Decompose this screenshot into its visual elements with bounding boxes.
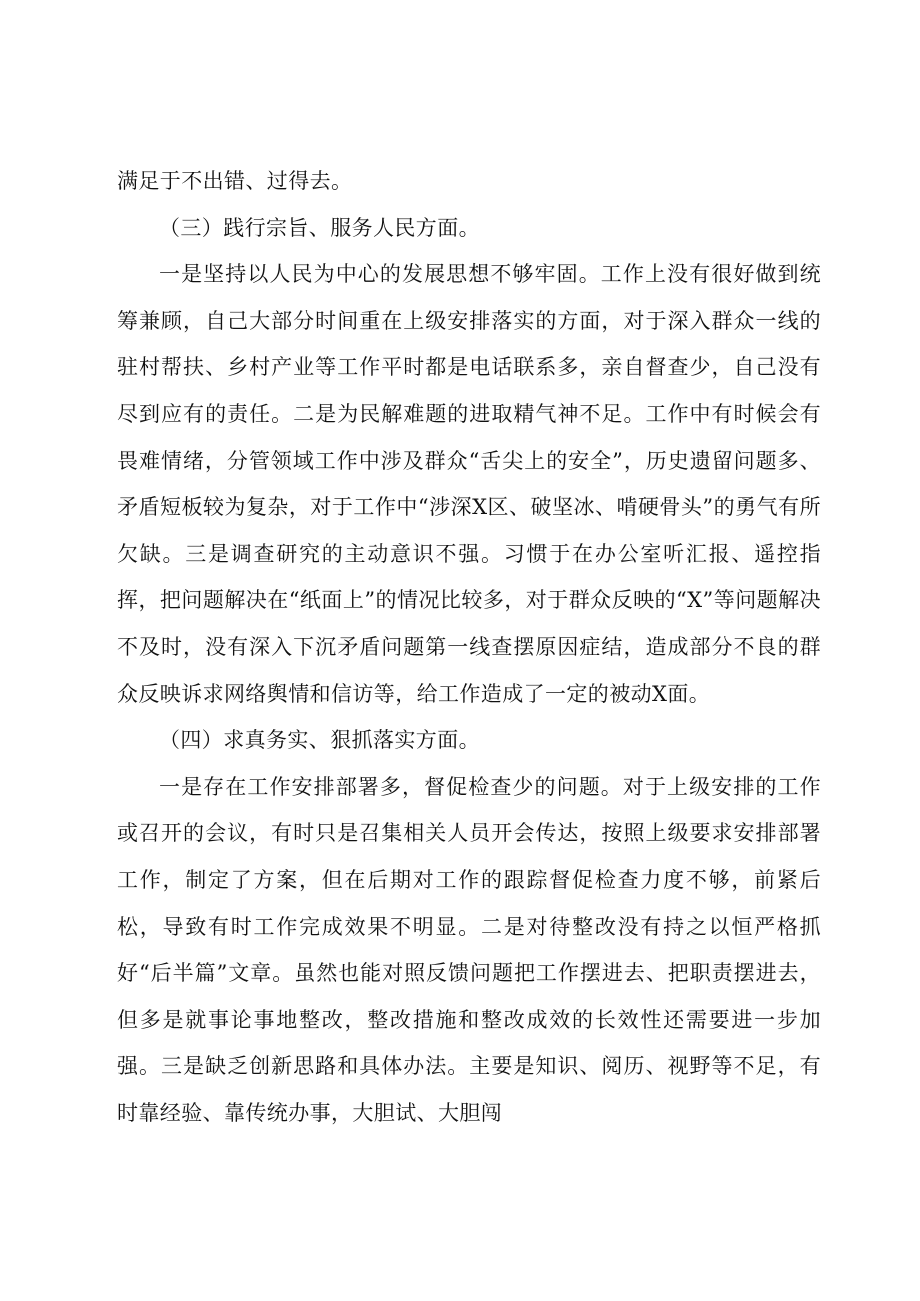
paragraph-continuation: 满足于不出错、过得去。 [117, 169, 353, 193]
section-heading-4: （四）求真务实、狠抓落实方面。 [159, 728, 480, 753]
paragraph-section-3-body: 一是坚持以人民为中心的发展思想不够牢固。工作上没有很好做到统筹兼顾，自己大部分时间重在上级安排落实的方面，对于深入群众一线的驻村帮扶、乡村产业等工作平时都是电话联系多，亲自督查少，自己没有尽到应有的责任。二是为民解难题的进取精气神不足。工作中有时候会有畏难情绪，分管领域工作中涉及群众“舌尖上的安全”，历史遗留问题多、矛盾短板较为复杂，对于工作中“涉深X区、破坚冰、啃硬骨头”的勇气有所欠缺。三是调查研究的主动意识不强。习惯于在办公室听汇报、遥控指挥，把问题解决在“纸面上”的情况比较多，对于群众反映的“X”等问题解决不及时，没有深入下沉矛盾问题第一线查摆原因症结，造成部分不良的群众反映诉求网络舆情和信访等，给工作造成了一定的被动X面。 [117, 262, 821, 706]
paragraph-section-4-body: 一是存在工作安排部署多，督促检查少的问题。对于上级安排的工作或召开的会议，有时只是召集相关人员开会传达，按照上级要求安排部署工作，制定了方案，但在后期对工作的跟踪督促检查力度不够，前紧后松，导致有时工作完成效果不明显。二是对待整改没有持之以恒严格抓好“后半篇”文章。虽然也能对照反馈问题把工作摆进去、把职责摆进去，但多是就事论事地整改，整改措施和整改成效的长效性还需要进一步加强。三是缺乏创新思路和具体办法。主要是知识、阅历、视野等不足，有时靠经验、靠传统办事，大胆试、大胆闯 [117, 774, 821, 1125]
section-heading-3: （三）践行宗旨、服务人民方面。 [159, 215, 480, 240]
document-body [117, 158, 821, 1136]
